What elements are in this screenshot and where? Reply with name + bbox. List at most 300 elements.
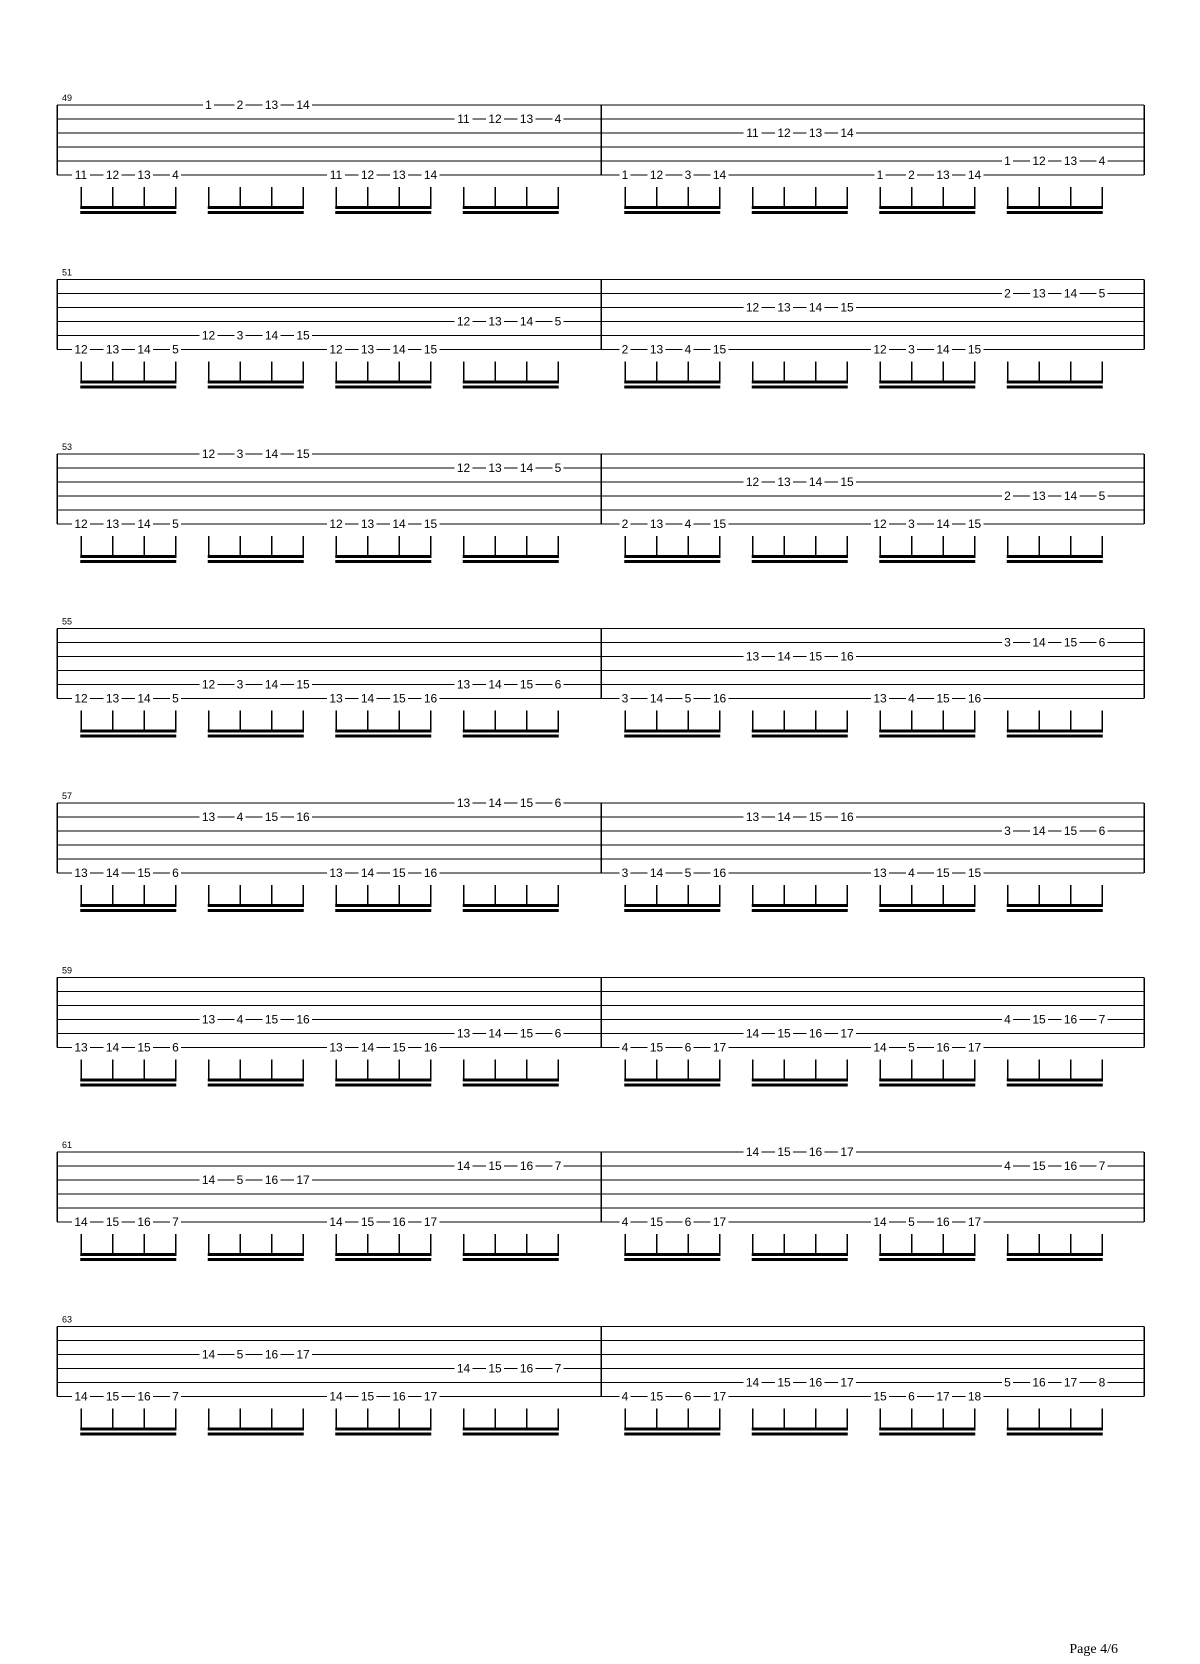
fret-number: 15 [392,1040,406,1055]
fret-number: 12 [329,517,343,531]
beam [463,735,559,738]
tab-system [57,268,1144,389]
fret-number: 14 [808,300,823,315]
beam [463,555,559,558]
fret-number: 15 [649,1389,664,1404]
fret-number: 15 [873,1389,887,1404]
beam [463,211,559,214]
fret-number: 15 [360,1389,375,1404]
fret-number: 7 [1098,1159,1106,1173]
fret-number: 15 [967,342,982,357]
fret-number: 5 [684,866,692,880]
fret-number: 14 [264,328,279,343]
beam [335,1079,431,1082]
beam [624,555,720,558]
beam [624,206,720,209]
fret-number: 13 [873,866,887,880]
fret-number: 12 [488,112,502,126]
beam [1007,1084,1103,1087]
beam [208,386,304,389]
beam [208,909,304,912]
beam [335,381,431,384]
fret-number: 3 [908,517,915,531]
beam [80,735,176,738]
fret-number: 12 [201,447,216,461]
fret-number: 15 [519,677,534,692]
beam [463,904,559,907]
fret-number: 13 [488,314,502,329]
fret-number: 6 [684,1389,692,1404]
fret-number: 14 [777,649,791,664]
fret-number: 15 [423,342,438,357]
beam [335,1433,431,1436]
fret-number: 6 [554,1026,562,1041]
beam [624,1428,720,1431]
beam [335,730,431,733]
fret-number: 13 [105,342,120,357]
beam [208,206,304,209]
fret-number: 14 [296,98,310,112]
fret-number: 14 [488,796,502,810]
fret-number: 15 [649,1040,664,1055]
fret-number: 17 [712,1215,727,1229]
beam [80,1084,176,1087]
page-number: Page 4/6 [1069,1642,1118,1657]
beam [80,1258,176,1261]
fret-number: 1 [205,98,212,112]
fret-number: 5 [1098,286,1106,301]
fret-number: 13 [329,1040,343,1055]
fret-number: 15 [1063,635,1078,650]
beam [624,1258,720,1261]
beam [1007,555,1103,558]
fret-number: 12 [456,461,471,475]
fret-number: 4 [908,866,915,880]
fret-number: 13 [777,475,791,489]
fret-number: 2 [1004,286,1011,301]
fret-number: 14 [264,677,279,692]
fret-number: 16 [519,1159,534,1173]
fret-number: 13 [329,691,343,706]
fret-number: 3 [621,691,629,706]
beam [879,1084,975,1087]
fret-number: 16 [967,691,982,706]
fret-number: 7 [172,1389,179,1404]
fret-number: 13 [745,649,760,664]
fret-number: 15 [488,1159,502,1173]
measure-number: 63 [62,1314,73,1325]
fret-number: 5 [908,1215,915,1229]
beam [752,211,848,214]
beam [80,1428,176,1431]
fret-number: 16 [296,1012,310,1027]
beam [879,1428,975,1431]
beam [208,381,304,384]
fret-number: 6 [554,796,562,810]
tab-system [57,966,1144,1087]
beam [624,909,720,912]
fret-number: 16 [296,810,310,824]
beam [208,1079,304,1082]
beam [1007,735,1103,738]
fret-number: 13 [1032,489,1046,503]
measure-number: 61 [62,1140,73,1150]
beam [752,555,848,558]
beam [624,1253,720,1256]
tab-system [57,93,1144,214]
beam [463,381,559,384]
beam [208,730,304,733]
beam [624,560,720,563]
fret-number: 16 [808,1375,823,1390]
fret-number: 15 [712,517,727,531]
fret-number: 16 [137,1389,151,1404]
fret-number: 14 [488,1026,502,1041]
fret-number: 5 [1004,1375,1011,1390]
beam [879,1258,975,1261]
fret-number: 17 [712,1389,727,1404]
beam [208,1428,304,1431]
fret-number: 2 [236,98,244,112]
beam [879,730,975,733]
fret-number: 2 [1004,489,1011,503]
fret-number: 16 [264,1173,279,1187]
fret-number: 7 [172,1215,179,1229]
fret-number: 13 [519,112,534,126]
fret-number: 4 [684,342,692,357]
beam [1007,1253,1103,1256]
fret-number: 8 [1098,1375,1106,1390]
beam [752,206,848,209]
beam [463,206,559,209]
fret-number: 14 [745,1375,760,1390]
fret-number: 11 [746,126,759,140]
fret-number: 7 [554,1159,562,1173]
fret-number: 2 [621,342,629,357]
beam [1007,386,1103,389]
fret-number: 12 [201,328,216,343]
fret-number: 3 [236,447,244,461]
beam [752,904,848,907]
beam [624,386,720,389]
fret-number: 15 [296,328,310,343]
fret-number: 15 [519,1026,534,1041]
fret-number: 6 [172,866,179,880]
beam [879,381,975,384]
fret-number: 17 [423,1389,438,1404]
fret-number: 16 [137,1215,151,1229]
fret-number: 15 [967,517,982,531]
beam [335,555,431,558]
fret-number: 14 [1063,489,1078,503]
fret-number: 13 [1032,286,1046,301]
fret-number: 12 [74,517,88,531]
beam [879,1433,975,1436]
fret-number: 17 [840,1145,854,1159]
measure-number: 53 [62,442,73,452]
fret-number: 6 [684,1215,692,1229]
beam [463,386,559,389]
fret-number: 6 [908,1389,915,1404]
beam [1007,1079,1103,1082]
fret-number: 4 [236,1012,244,1027]
fret-number: 3 [908,342,915,357]
fret-number: 5 [172,691,179,706]
fret-number: 16 [392,1389,406,1404]
fret-number: 4 [908,691,915,706]
beam [752,1428,848,1431]
fret-number: 3 [236,328,244,343]
fret-number: 14 [777,810,791,824]
fret-number: 13 [456,796,471,810]
fret-number: 11 [74,168,88,182]
fret-number: 16 [519,1361,534,1376]
fret-number: 17 [967,1040,982,1055]
beam [208,904,304,907]
beam [752,1084,848,1087]
fret-number: 15 [936,691,950,706]
beam [335,206,431,209]
fret-number: 12 [745,475,760,489]
beam [463,1253,559,1256]
fret-number: 14 [1063,286,1078,301]
beam [879,386,975,389]
fret-number: 14 [745,1026,760,1041]
beam [463,1084,559,1087]
fret-number: 6 [1098,824,1106,838]
fret-number: 17 [296,1173,310,1187]
fret-number: 14 [423,168,438,182]
fret-number: 5 [1098,489,1106,503]
fret-number: 6 [554,677,562,692]
fret-number: 16 [1063,1159,1078,1173]
beam [752,909,848,912]
fret-number: 12 [745,300,760,315]
fret-number: 14 [808,475,823,489]
fret-number: 17 [936,1389,950,1404]
fret-number: 13 [329,866,343,880]
fret-number: 13 [936,168,950,182]
fret-number: 14 [360,866,375,880]
fret-number: 13 [74,1040,88,1055]
fret-number: 4 [1004,1159,1011,1173]
beam [80,386,176,389]
beam [1007,1433,1103,1436]
fret-number: 15 [712,342,727,357]
beam [624,1433,720,1436]
fret-number: 13 [105,517,120,531]
beam [80,1253,176,1256]
fret-number: 15 [967,866,982,880]
beam [752,735,848,738]
fret-number: 13 [360,342,375,357]
fret-number: 15 [105,1215,120,1229]
beam [879,555,975,558]
fret-number: 14 [519,461,534,475]
fret-number: 4 [1098,154,1106,168]
fret-number: 15 [137,866,151,880]
fret-number: 12 [649,168,664,182]
fret-number: 16 [808,1026,823,1041]
beam [879,909,975,912]
beam [463,560,559,563]
fret-number: 16 [712,691,727,706]
fret-number: 11 [329,168,343,182]
beam [80,206,176,209]
fret-number: 14 [329,1389,343,1404]
fret-number: 16 [423,1040,438,1055]
beam [463,730,559,733]
fret-number: 12 [1032,154,1046,168]
fret-number: 11 [457,112,470,126]
fret-number: 1 [621,168,629,182]
fret-number: 14 [74,1215,88,1229]
fret-number: 14 [936,517,950,531]
fret-number: 2 [908,168,915,182]
fret-number: 15 [105,1389,120,1404]
fret-number: 15 [840,300,854,315]
fret-number: 12 [74,342,88,357]
fret-number: 15 [264,810,279,824]
fret-number: 16 [1063,1012,1078,1027]
beam [80,730,176,733]
fret-number: 12 [873,342,887,357]
fret-number: 14 [392,517,406,531]
beam [1007,560,1103,563]
beam [624,1079,720,1082]
measure-number: 49 [62,93,73,103]
tab-system [57,617,1144,738]
fret-number: 3 [621,866,629,880]
fret-number: 15 [360,1215,375,1229]
fret-number: 6 [1098,635,1106,650]
fret-number: 4 [684,517,692,531]
beam [208,1084,304,1087]
beam [80,1433,176,1436]
tab-system [57,1315,1144,1436]
fret-number: 12 [329,342,343,357]
fret-number: 15 [777,1026,791,1041]
fret-number: 13 [137,168,151,182]
fret-number: 4 [172,168,179,182]
fret-number: 13 [201,1012,216,1027]
beam [752,1258,848,1261]
fret-number: 14 [360,1040,375,1055]
beam [208,555,304,558]
fret-number: 14 [329,1215,343,1229]
fret-number: 16 [840,810,854,824]
fret-number: 14 [456,1159,471,1173]
fret-number: 5 [236,1347,244,1362]
beam [208,1253,304,1256]
fret-number: 16 [392,1215,406,1229]
fret-number: 15 [1032,1012,1046,1027]
fret-number: 14 [873,1040,887,1055]
beam [879,206,975,209]
beam [80,1079,176,1082]
fret-number: 16 [840,649,854,664]
beam [80,211,176,214]
fret-number: 12 [873,517,887,531]
beam [879,735,975,738]
fret-number: 13 [808,126,823,140]
fret-number: 15 [649,1215,664,1229]
fret-number: 13 [456,1026,471,1041]
fret-number: 18 [967,1389,982,1404]
fret-number: 15 [392,866,406,880]
beam [752,1079,848,1082]
beam [624,211,720,214]
fret-number: 12 [360,168,375,182]
beam [879,904,975,907]
beam [208,735,304,738]
fret-number: 15 [137,1040,151,1055]
beam [335,735,431,738]
beam [80,904,176,907]
fret-number: 3 [1004,635,1011,650]
fret-number: 17 [712,1040,727,1055]
fret-number: 17 [967,1215,982,1229]
fret-number: 5 [908,1040,915,1055]
fret-number: 15 [1063,824,1078,838]
fret-number: 14 [488,677,502,692]
fret-number: 7 [1098,1012,1106,1027]
fret-number: 3 [684,168,692,182]
fret-number: 4 [236,810,244,824]
measure-number: 57 [62,791,73,801]
beam [1007,909,1103,912]
fret-number: 15 [840,475,854,489]
fret-number: 14 [201,1173,216,1187]
beam [80,909,176,912]
beam [208,211,304,214]
fret-number: 16 [936,1215,950,1229]
fret-number: 12 [105,168,120,182]
fret-number: 3 [236,677,244,692]
measure-number: 51 [62,267,73,278]
tab-system [57,442,1144,563]
fret-number: 16 [423,691,438,706]
fret-number: 13 [745,810,760,824]
fret-number: 15 [777,1145,791,1159]
fret-number: 2 [621,517,629,531]
fret-number: 13 [873,691,887,706]
beam [1007,381,1103,384]
measure-number: 59 [62,965,73,976]
beam [335,560,431,563]
fret-number: 15 [777,1375,791,1390]
fret-number: 5 [684,691,692,706]
fret-number: 15 [264,1012,279,1027]
fret-number: 15 [296,677,310,692]
fret-number: 4 [621,1389,629,1404]
measure-number: 55 [62,616,73,627]
beam [752,381,848,384]
fret-number: 13 [105,691,120,706]
fret-number: 14 [936,342,950,357]
beam [1007,1428,1103,1431]
beam [463,1433,559,1436]
fret-number: 6 [172,1040,179,1055]
fret-number: 13 [488,461,502,475]
beam [335,1428,431,1431]
beam [1007,1258,1103,1261]
fret-number: 14 [360,691,375,706]
fret-number: 14 [840,126,854,140]
fret-number: 14 [105,1040,120,1055]
fret-number: 17 [840,1026,854,1041]
fret-number: 12 [74,691,88,706]
